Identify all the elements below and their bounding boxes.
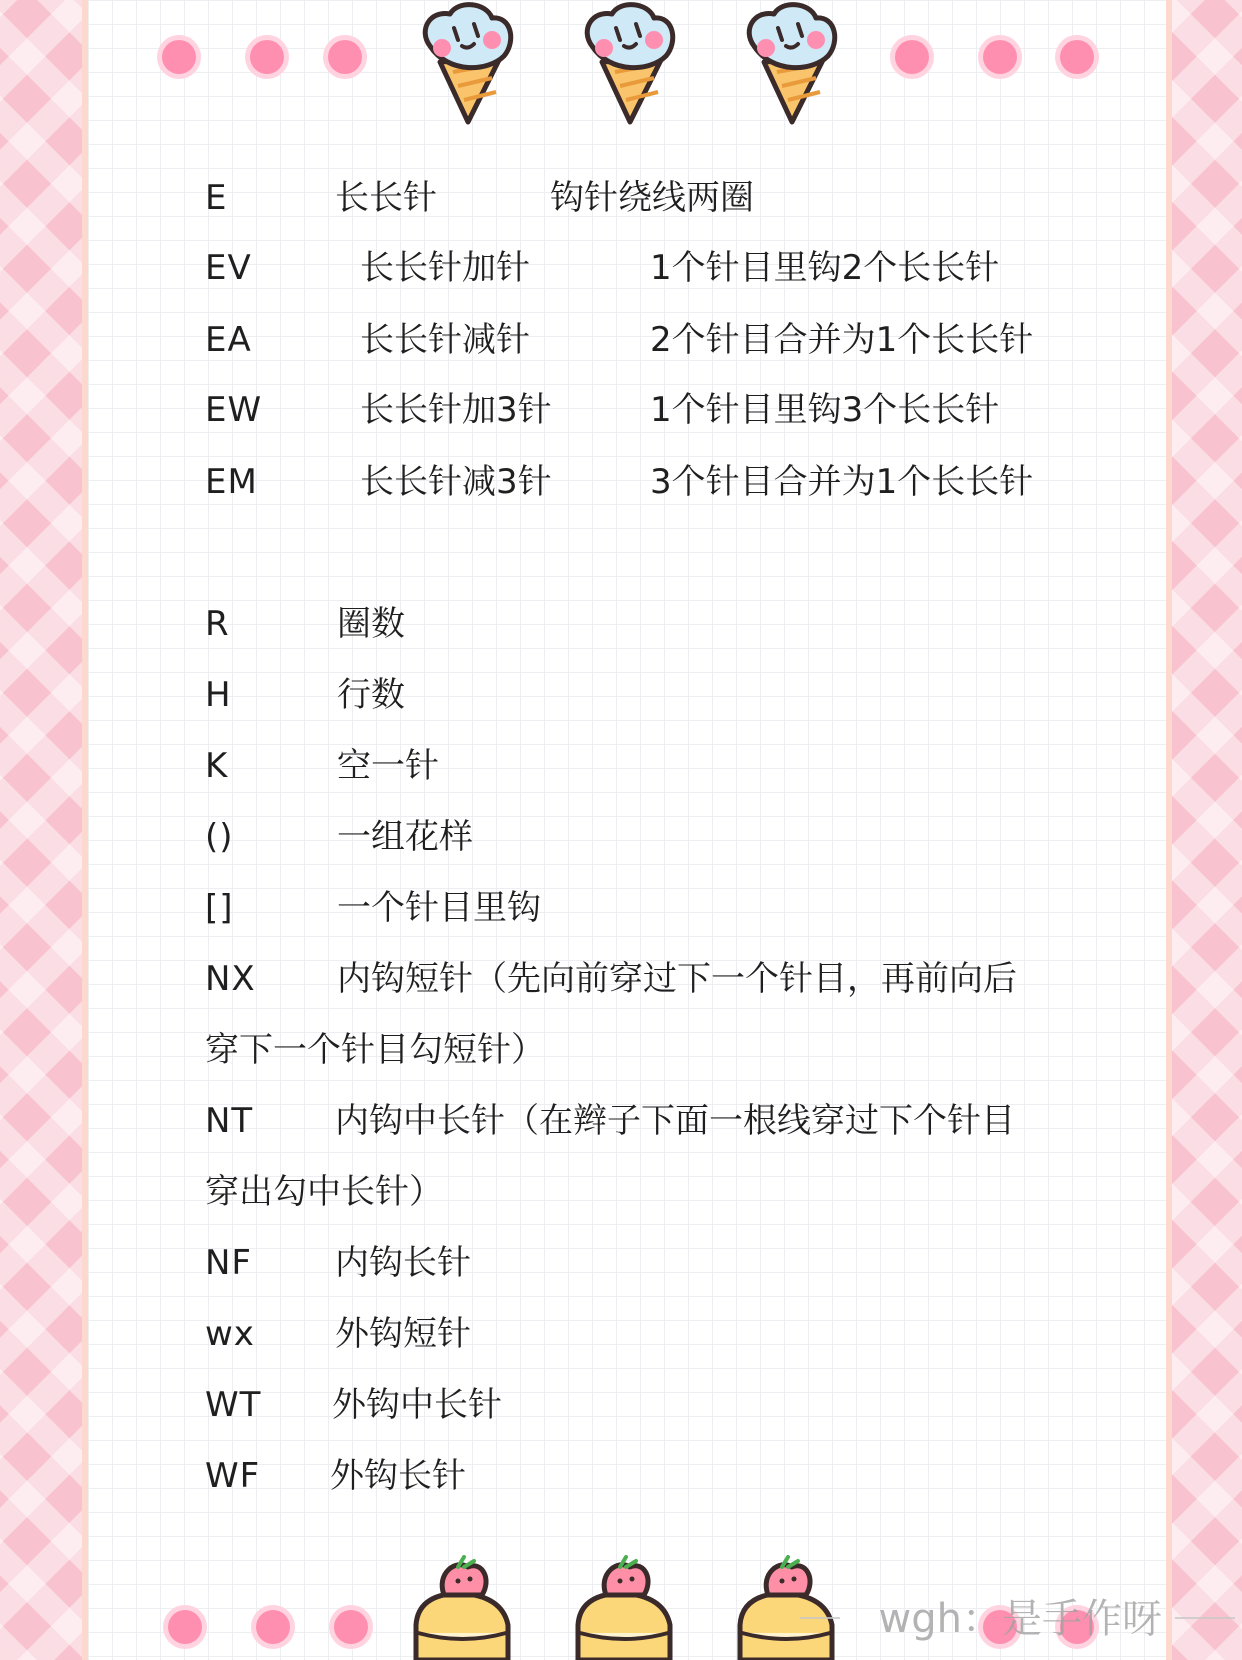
abbr-description: 一组花样 bbox=[337, 817, 473, 857]
abbr-description: 内钩长针 bbox=[335, 1243, 471, 1283]
abbr-row bbox=[205, 238, 1102, 298]
abbr-description-continuation: 穿出勾中长针） bbox=[205, 1172, 443, 1212]
pink-dot bbox=[1060, 40, 1094, 74]
abbr-code: () bbox=[205, 817, 234, 857]
abbr-description-continuation: 穿下一个针目勾短针） bbox=[205, 1030, 545, 1070]
abbr-row bbox=[205, 452, 1102, 512]
watermark-line bbox=[800, 1617, 840, 1619]
abbr-code: NX bbox=[205, 959, 256, 999]
abbr-description: 内钩中长针（在辫子下面一根线穿过下个针目 bbox=[335, 1101, 1015, 1141]
abbr-name: 长长针加针 bbox=[360, 248, 530, 288]
abbr-code: EA bbox=[205, 320, 252, 360]
pink-dot bbox=[162, 40, 196, 74]
abbr-description: 外钩长针 bbox=[330, 1456, 466, 1496]
abbr-description: 圈数 bbox=[337, 604, 405, 644]
pink-dot bbox=[328, 40, 362, 74]
abbr-row bbox=[205, 949, 1102, 1009]
strawberry-cake-icon bbox=[732, 1555, 842, 1660]
abbr-code: NF bbox=[205, 1243, 252, 1283]
abbr-name: 长长针加3针 bbox=[360, 390, 552, 430]
abbr-description: 空一针 bbox=[337, 746, 439, 786]
abbr-row bbox=[205, 1091, 1102, 1151]
pink-dot bbox=[256, 1610, 290, 1644]
abbr-code: K bbox=[205, 746, 229, 786]
abbr-row bbox=[205, 1375, 1102, 1435]
abbr-description: 一个针目里钩 bbox=[337, 888, 541, 928]
abbr-row bbox=[205, 168, 1102, 228]
abbr-description: 3个针目合并为1个长长针 bbox=[650, 462, 1034, 502]
watermark-line bbox=[1175, 1617, 1235, 1619]
pink-dot bbox=[983, 40, 1017, 74]
abbr-code: H bbox=[205, 675, 232, 715]
abbr-code: [] bbox=[205, 888, 234, 928]
abbr-row bbox=[205, 665, 1102, 725]
abbr-description: 行数 bbox=[337, 675, 405, 715]
abbr-code: EW bbox=[205, 390, 263, 430]
abbr-row bbox=[205, 594, 1102, 654]
abbr-description: 2个针目合并为1个长长针 bbox=[650, 320, 1034, 360]
abbr-description: 1个针目里钩3个长长针 bbox=[650, 390, 1000, 430]
pink-dot bbox=[168, 1610, 202, 1644]
abbr-name: 长长针 bbox=[335, 178, 437, 218]
ice-cream-icon bbox=[408, 0, 518, 125]
abbr-code: NT bbox=[205, 1101, 254, 1141]
abbr-code: EM bbox=[205, 462, 258, 502]
abbr-description: 钩针绕线两圈 bbox=[550, 178, 754, 218]
abbr-description: 外钩短针 bbox=[335, 1314, 471, 1354]
abbr-row bbox=[205, 878, 1102, 938]
abbr-row-continuation bbox=[205, 1162, 1102, 1222]
abbr-row bbox=[205, 310, 1102, 370]
pink-dot bbox=[250, 40, 284, 74]
strawberry-cake-icon bbox=[570, 1555, 680, 1660]
abbr-code: E bbox=[205, 178, 228, 218]
pink-dot bbox=[895, 40, 929, 74]
abbr-code: EV bbox=[205, 248, 252, 288]
ice-cream-icon bbox=[570, 0, 680, 125]
abbr-name: 长长针减3针 bbox=[360, 462, 552, 502]
abbr-description: 1个针目里钩2个长长针 bbox=[650, 248, 1000, 288]
abbr-code: WF bbox=[205, 1456, 261, 1496]
watermark: wgh：是手作呀 bbox=[878, 1596, 1162, 1642]
abbr-description: 内钩短针（先向前穿过下一个针目，再前向后 bbox=[337, 959, 1017, 999]
abbr-code: R bbox=[205, 604, 230, 644]
abbr-row bbox=[205, 380, 1102, 440]
abbr-name: 长长针减针 bbox=[360, 320, 530, 360]
pink-dot bbox=[334, 1610, 368, 1644]
abbr-row bbox=[205, 807, 1102, 867]
abbr-row bbox=[205, 1446, 1102, 1506]
abbr-row-continuation bbox=[205, 1020, 1102, 1080]
abbr-row bbox=[205, 1304, 1102, 1364]
abbr-row bbox=[205, 1233, 1102, 1293]
strawberry-cake-icon bbox=[408, 1555, 518, 1660]
abbr-code: wx bbox=[205, 1314, 255, 1354]
ice-cream-icon bbox=[732, 0, 842, 125]
abbr-row bbox=[205, 736, 1102, 796]
abbr-description: 外钩中长针 bbox=[332, 1385, 502, 1425]
abbr-code: WT bbox=[205, 1385, 262, 1425]
